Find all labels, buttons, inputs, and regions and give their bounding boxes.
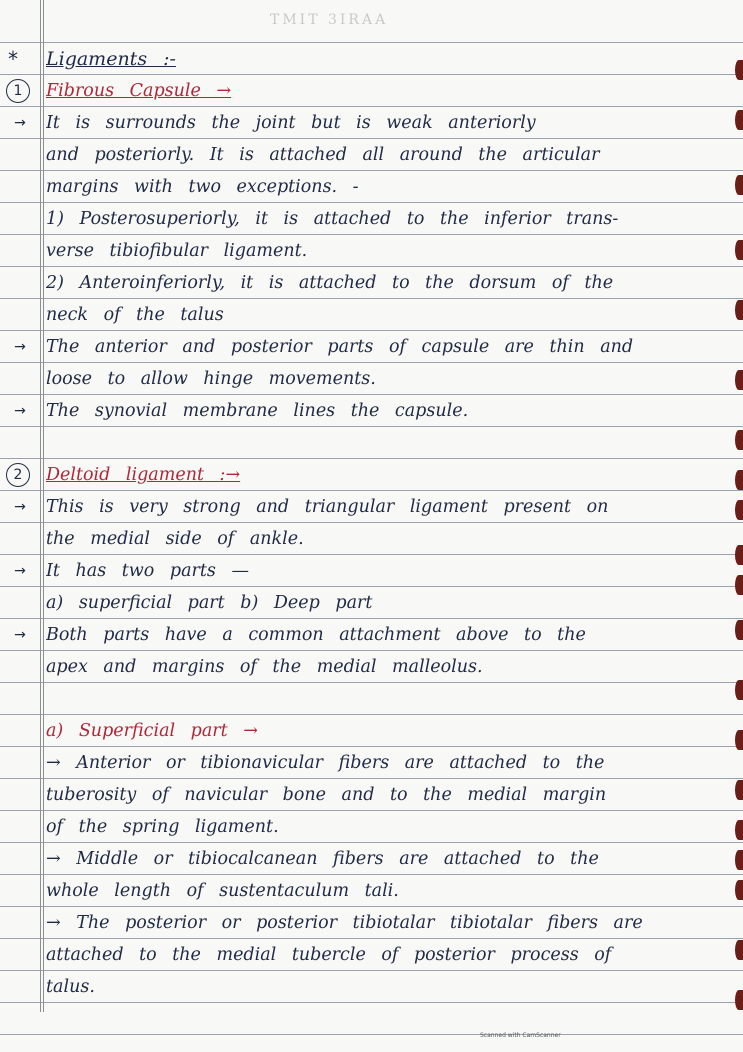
note-line: tuberosity of navicular bone and to the medial margin	[46, 785, 607, 805]
arrow-bullet: →	[14, 339, 26, 355]
note-line: → Middle or tibiocalcanean fibers are attached to the	[46, 849, 599, 869]
binder-edge-mark	[735, 620, 743, 640]
binder-edge-mark	[735, 110, 743, 130]
binder-edge-mark	[735, 470, 743, 490]
page-header-text: TMIT 3IRAA	[270, 12, 389, 28]
note-line: margins with two exceptions. -	[46, 177, 359, 197]
binder-edge-mark	[735, 545, 743, 565]
binder-edge-mark	[735, 680, 743, 700]
note-line: attached to the medial tubercle of posterior process of	[46, 945, 612, 965]
note-line: The anterior and posterior parts of capsule are thin and	[46, 337, 634, 357]
note-line: talus.	[46, 977, 95, 997]
note-line: This is very strong and triangular ligament present on	[46, 497, 609, 517]
note-line: loose to allow hinge movements.	[46, 369, 376, 389]
binder-edge-mark	[735, 940, 743, 960]
section-number: 2	[6, 463, 30, 487]
note-line	[46, 428, 737, 458]
note-line: 2) Anteroinferiorly, it is attached to the dorsum of the	[46, 273, 614, 293]
binder-edge-mark	[735, 370, 743, 390]
note-line: → Anterior or tibionavicular fibers are attached to the	[46, 753, 605, 773]
margin-line	[43, 0, 44, 1012]
note-line: → The posterior or posterior tibiotalar tibiotalar fibers are	[46, 913, 643, 933]
arrow-bullet: →	[14, 115, 26, 131]
note-line: of the spring ligament.	[46, 817, 279, 837]
note-line: Both parts have a common attachment above to the	[46, 625, 586, 645]
note-line: a) superficial part b) Deep part	[46, 593, 373, 613]
note-line	[46, 684, 737, 714]
binder-edge-mark	[735, 430, 743, 450]
note-line: whole length of sustentaculum tali.	[46, 881, 399, 901]
footer-text: Scanned with CamScanner	[480, 1032, 561, 1039]
note-line: apex and margins of the medial malleolus.	[46, 657, 483, 677]
note-line: It is surrounds the joint but is weak anteriorly	[46, 113, 536, 133]
section-number: 1	[6, 79, 30, 103]
margin-line	[40, 0, 41, 1012]
note-line: Ligaments :-	[46, 48, 176, 70]
binder-edge-mark	[735, 880, 743, 900]
note-line: Deltoid ligament :→	[46, 465, 241, 485]
arrow-bullet: →	[14, 563, 26, 579]
note-line: Fibrous Capsule →	[46, 81, 232, 101]
binder-edge-mark	[735, 780, 743, 800]
note-line: verse tibiofibular ligament.	[46, 241, 308, 261]
note-line: the medial side of ankle.	[46, 529, 304, 549]
binder-edge-mark	[735, 240, 743, 260]
note-line: neck of the talus	[46, 305, 224, 325]
binder-edge-mark	[735, 820, 743, 840]
binder-edge-mark	[735, 500, 743, 520]
arrow-bullet: →	[14, 627, 26, 643]
note-line: The synovial membrane lines the capsule.	[46, 401, 469, 421]
star-marker: *	[8, 47, 18, 71]
note-line: 1) Posterosuperiorly, it is attached to the inferior trans-	[46, 209, 619, 229]
binder-edge-mark	[735, 850, 743, 870]
binder-edge-mark	[735, 575, 743, 595]
arrow-bullet: →	[14, 403, 26, 419]
arrow-bullet: →	[14, 499, 26, 515]
binder-edge-mark	[735, 730, 743, 750]
note-line: and posteriorly. It is attached all around the articular	[46, 145, 600, 165]
binder-edge-mark	[735, 300, 743, 320]
binder-edge-mark	[735, 990, 743, 1010]
binder-edge-mark	[735, 175, 743, 195]
binder-edge-mark	[735, 60, 743, 80]
note-line: It has two parts —	[46, 561, 249, 581]
note-line: a) Superficial part →	[46, 721, 258, 741]
